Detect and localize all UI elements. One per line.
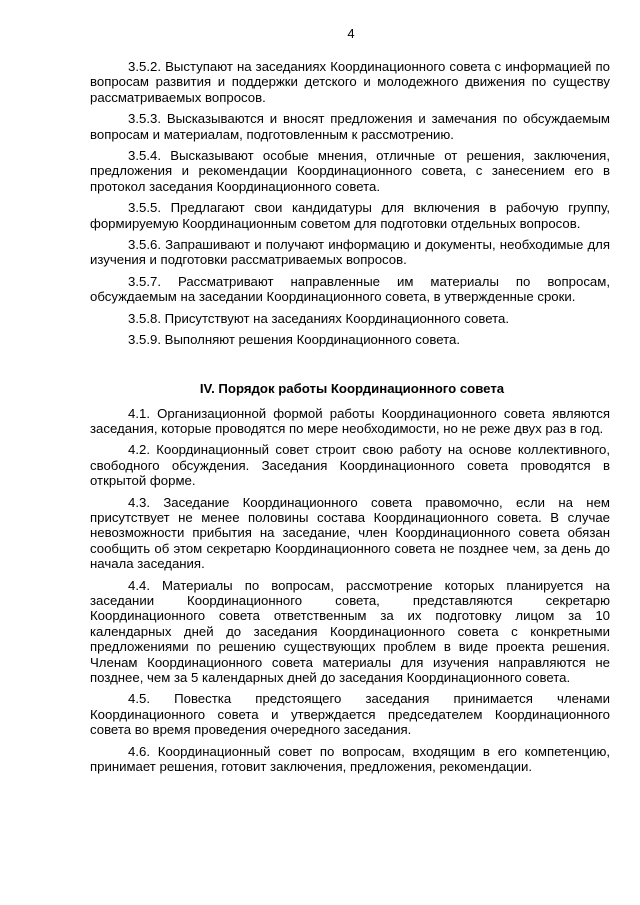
paragraph-4-5: 4.5. Повестка предстоящего заседания принимается членами Координационного совета и утверждается председателем Координационного совета во время проведения очередного заседания. <box>90 691 610 738</box>
paragraph-4-4: 4.4. Материалы по вопросам, рассмотрение которых планируется на заседании Координационного совета, представляются секретарю Координационного совета ответственным за их подготовку лицом за 10 календарных дней до заседания Координационного совета с конкретными предложениями по решению существующих проблем в виде проекта решения. Членам Координационного совета материалы для изучения направляются не позднее, чем за 5 календарных дней до заседания Координационного совета. <box>90 577 610 685</box>
paragraph-3-5-4: 3.5.4. Высказывают особые мнения, отличные от решения, заключения, предложения и рекомендации Координационного совета, с занесением его в протокол заседания Координационного совета. <box>90 148 610 194</box>
paragraph-4-6: 4.6. Координационный совет по вопросам, входящим в его компетенцию, принимает решения, готовит заключения, предложения, рекомендации. <box>90 743 610 775</box>
paragraph-3-5-8: 3.5.8. Присутствуют на заседаниях Координационного совета. <box>128 310 509 326</box>
paragraph-3-5-7: 3.5.7. Рассматривают направленные им материалы по вопросам, обсуждаемым на заседании Координационного совета, в утвержденные сроки. <box>90 273 610 305</box>
paragraph-3-5-5: 3.5.5. Предлагают свои кандидатуры для включения в рабочую группу, формируемую Координационным советом для подготовки отдельных вопросов. <box>90 200 610 231</box>
page-number: 4 <box>347 26 355 41</box>
paragraph-4-1: 4.1. Организационной формой работы Координационного совета являются заседания, которые проводятся по мере необходимости, но не реже двух раз в год. <box>90 405 610 436</box>
paragraph-3-5-3: 3.5.3. Высказываются и вносят предложения и замечания по обсуждаемым вопросам и материалам, подготовленным к рассмотрению. <box>90 111 610 142</box>
section-heading: IV. Порядок работы Координационного совета <box>199 380 505 396</box>
paragraph-3-5-9: 3.5.9. Выполняют решения Координационного совета. <box>128 332 461 348</box>
paragraph-4-2: 4.2. Координационный совет строит свою работу на основе коллективного, свободного обсуждения. Заседания Координационного совета проводятся в открытой форме. <box>90 442 610 489</box>
paragraph-3-5-2: 3.5.2. Выступают на заседаниях Координационного совета с информацией по вопросам развития и поддержки детского и молодежного движения по существу рассматриваемых вопросов. <box>90 59 610 105</box>
paragraph-3-5-6: 3.5.6. Запрашивают и получают информацию и документы, необходимые для изучения и подготовки рассматриваемых вопросов. <box>90 237 610 268</box>
paragraph-4-3: 4.3. Заседание Координационного совета правомочно, если на нем присутствует не менее половины состава Координационного совета. В случае невозможности прибытия на заседание, член Координационного совета обязан сообщить об этом секретарю Координационного совета не позднее чем, за день до начала заседания. <box>90 494 610 572</box>
